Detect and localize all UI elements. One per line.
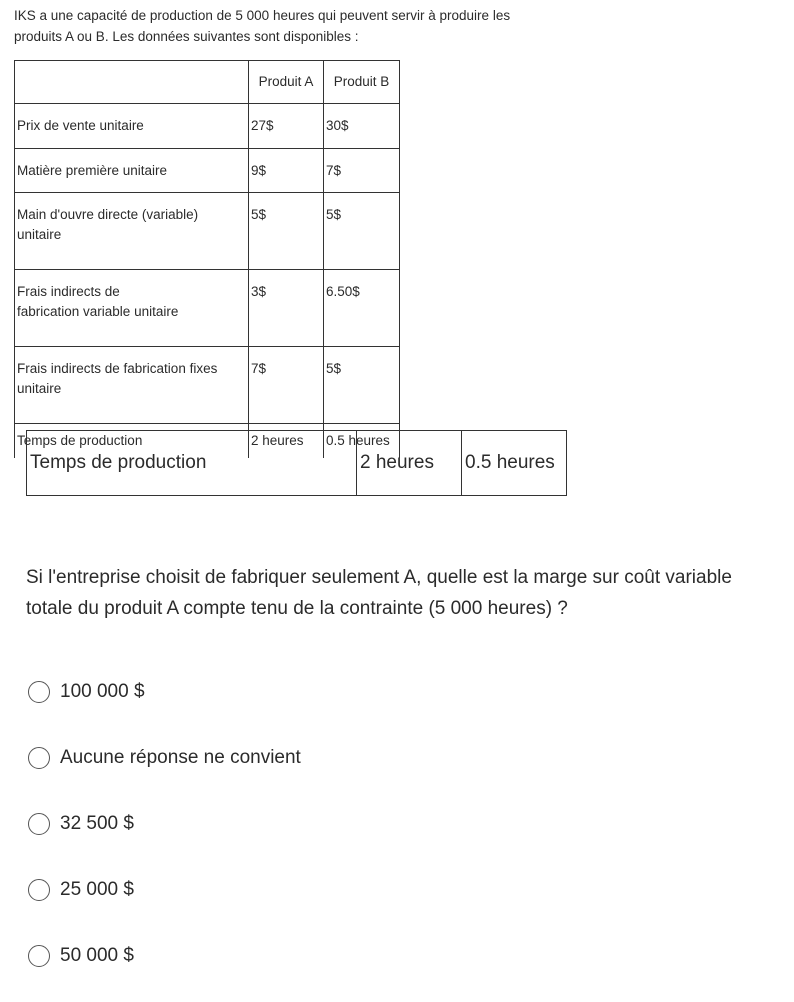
- radio-button[interactable]: [28, 747, 50, 769]
- table-header-product-a: Produit A: [249, 61, 324, 104]
- row-label: [15, 347, 249, 424]
- answer-label: 25 000 $: [60, 879, 134, 900]
- row-label-line: Temps de production: [17, 433, 143, 448]
- big-cell-product-a: 2 heures: [357, 431, 462, 496]
- cell-product-b: 5$: [324, 347, 400, 424]
- row-label: [15, 104, 249, 149]
- answer-option-32500[interactable]: [28, 804, 301, 844]
- cell-product-a: 5$: [249, 193, 324, 270]
- big-cell-product-b: 0.5 heures: [462, 431, 567, 496]
- cost-data-table: [14, 60, 400, 458]
- cell-product-a: 27$: [249, 104, 324, 149]
- table-header-row: [15, 61, 400, 104]
- table-row: [27, 431, 567, 496]
- radio-button[interactable]: [28, 945, 50, 967]
- intro-line-1: IKS a une capacité de production de 5 000 heures qui peuvent servir à produire les: [14, 8, 511, 23]
- intro-line-2: produits A ou B. Les données suivantes sont disponibles :: [14, 29, 359, 44]
- question-line-1: Si l'entreprise choisit de fabriquer seulement A, quelle est la marge sur coût variable: [26, 567, 732, 588]
- row-label-line: unitaire: [17, 381, 62, 396]
- table-row: [15, 347, 400, 424]
- row-label-line: unitaire: [17, 227, 62, 242]
- row-label-line: fabrication variable unitaire: [17, 304, 179, 319]
- cell-product-a: 2 heures: [249, 424, 324, 459]
- radio-button[interactable]: [28, 813, 50, 835]
- cell-product-b: 30$: [324, 104, 400, 149]
- answer-label: 32 500 $: [60, 813, 134, 834]
- cell-product-a: 9$: [249, 149, 324, 193]
- answer-label: 50 000 $: [60, 945, 134, 966]
- answer-option-25000[interactable]: [28, 870, 301, 910]
- intro-text: [14, 5, 574, 47]
- question-line-2: totale du produit A compte tenu de la contrainte (5 000 heures) ?: [26, 598, 568, 619]
- row-label-line: Frais indirects de fabrication fixes: [17, 361, 218, 376]
- answer-options: [28, 672, 301, 1002]
- row-label-line: Frais indirects de: [17, 284, 120, 299]
- row-label: [15, 193, 249, 270]
- answer-option-100000[interactable]: [28, 672, 301, 712]
- answer-label: 100 000 $: [60, 681, 145, 702]
- row-label-line: Prix de vente unitaire: [17, 118, 144, 133]
- table-header-product-b: Produit B: [324, 61, 400, 104]
- row-label-line: Matière première unitaire: [17, 162, 168, 178]
- answer-option-50000[interactable]: [28, 936, 301, 976]
- cell-product-b: 0.5 heures: [324, 424, 400, 459]
- cell-product-b: 6.50$: [324, 270, 400, 347]
- answer-option-none[interactable]: [28, 738, 301, 778]
- row-label-line: Main d'ouvre directe (variable): [17, 207, 199, 222]
- row-label: [15, 270, 249, 347]
- question-text: [26, 562, 794, 624]
- cell-product-b: 7$: [324, 149, 400, 193]
- cell-product-a: 7$: [249, 347, 324, 424]
- production-time-table: [26, 430, 567, 496]
- cell-product-b: 5$: [324, 193, 400, 270]
- table-header-empty: [15, 61, 249, 104]
- big-row-label: Temps de production: [27, 431, 357, 496]
- radio-button[interactable]: [28, 681, 50, 703]
- answer-label: Aucune réponse ne convient: [60, 747, 301, 768]
- radio-button[interactable]: [28, 879, 50, 901]
- table-row: [15, 149, 400, 193]
- table-row: [15, 193, 400, 270]
- table-row: [15, 270, 400, 347]
- cell-product-a: 3$: [249, 270, 324, 347]
- table-row: [15, 104, 400, 149]
- row-label: [15, 149, 249, 193]
